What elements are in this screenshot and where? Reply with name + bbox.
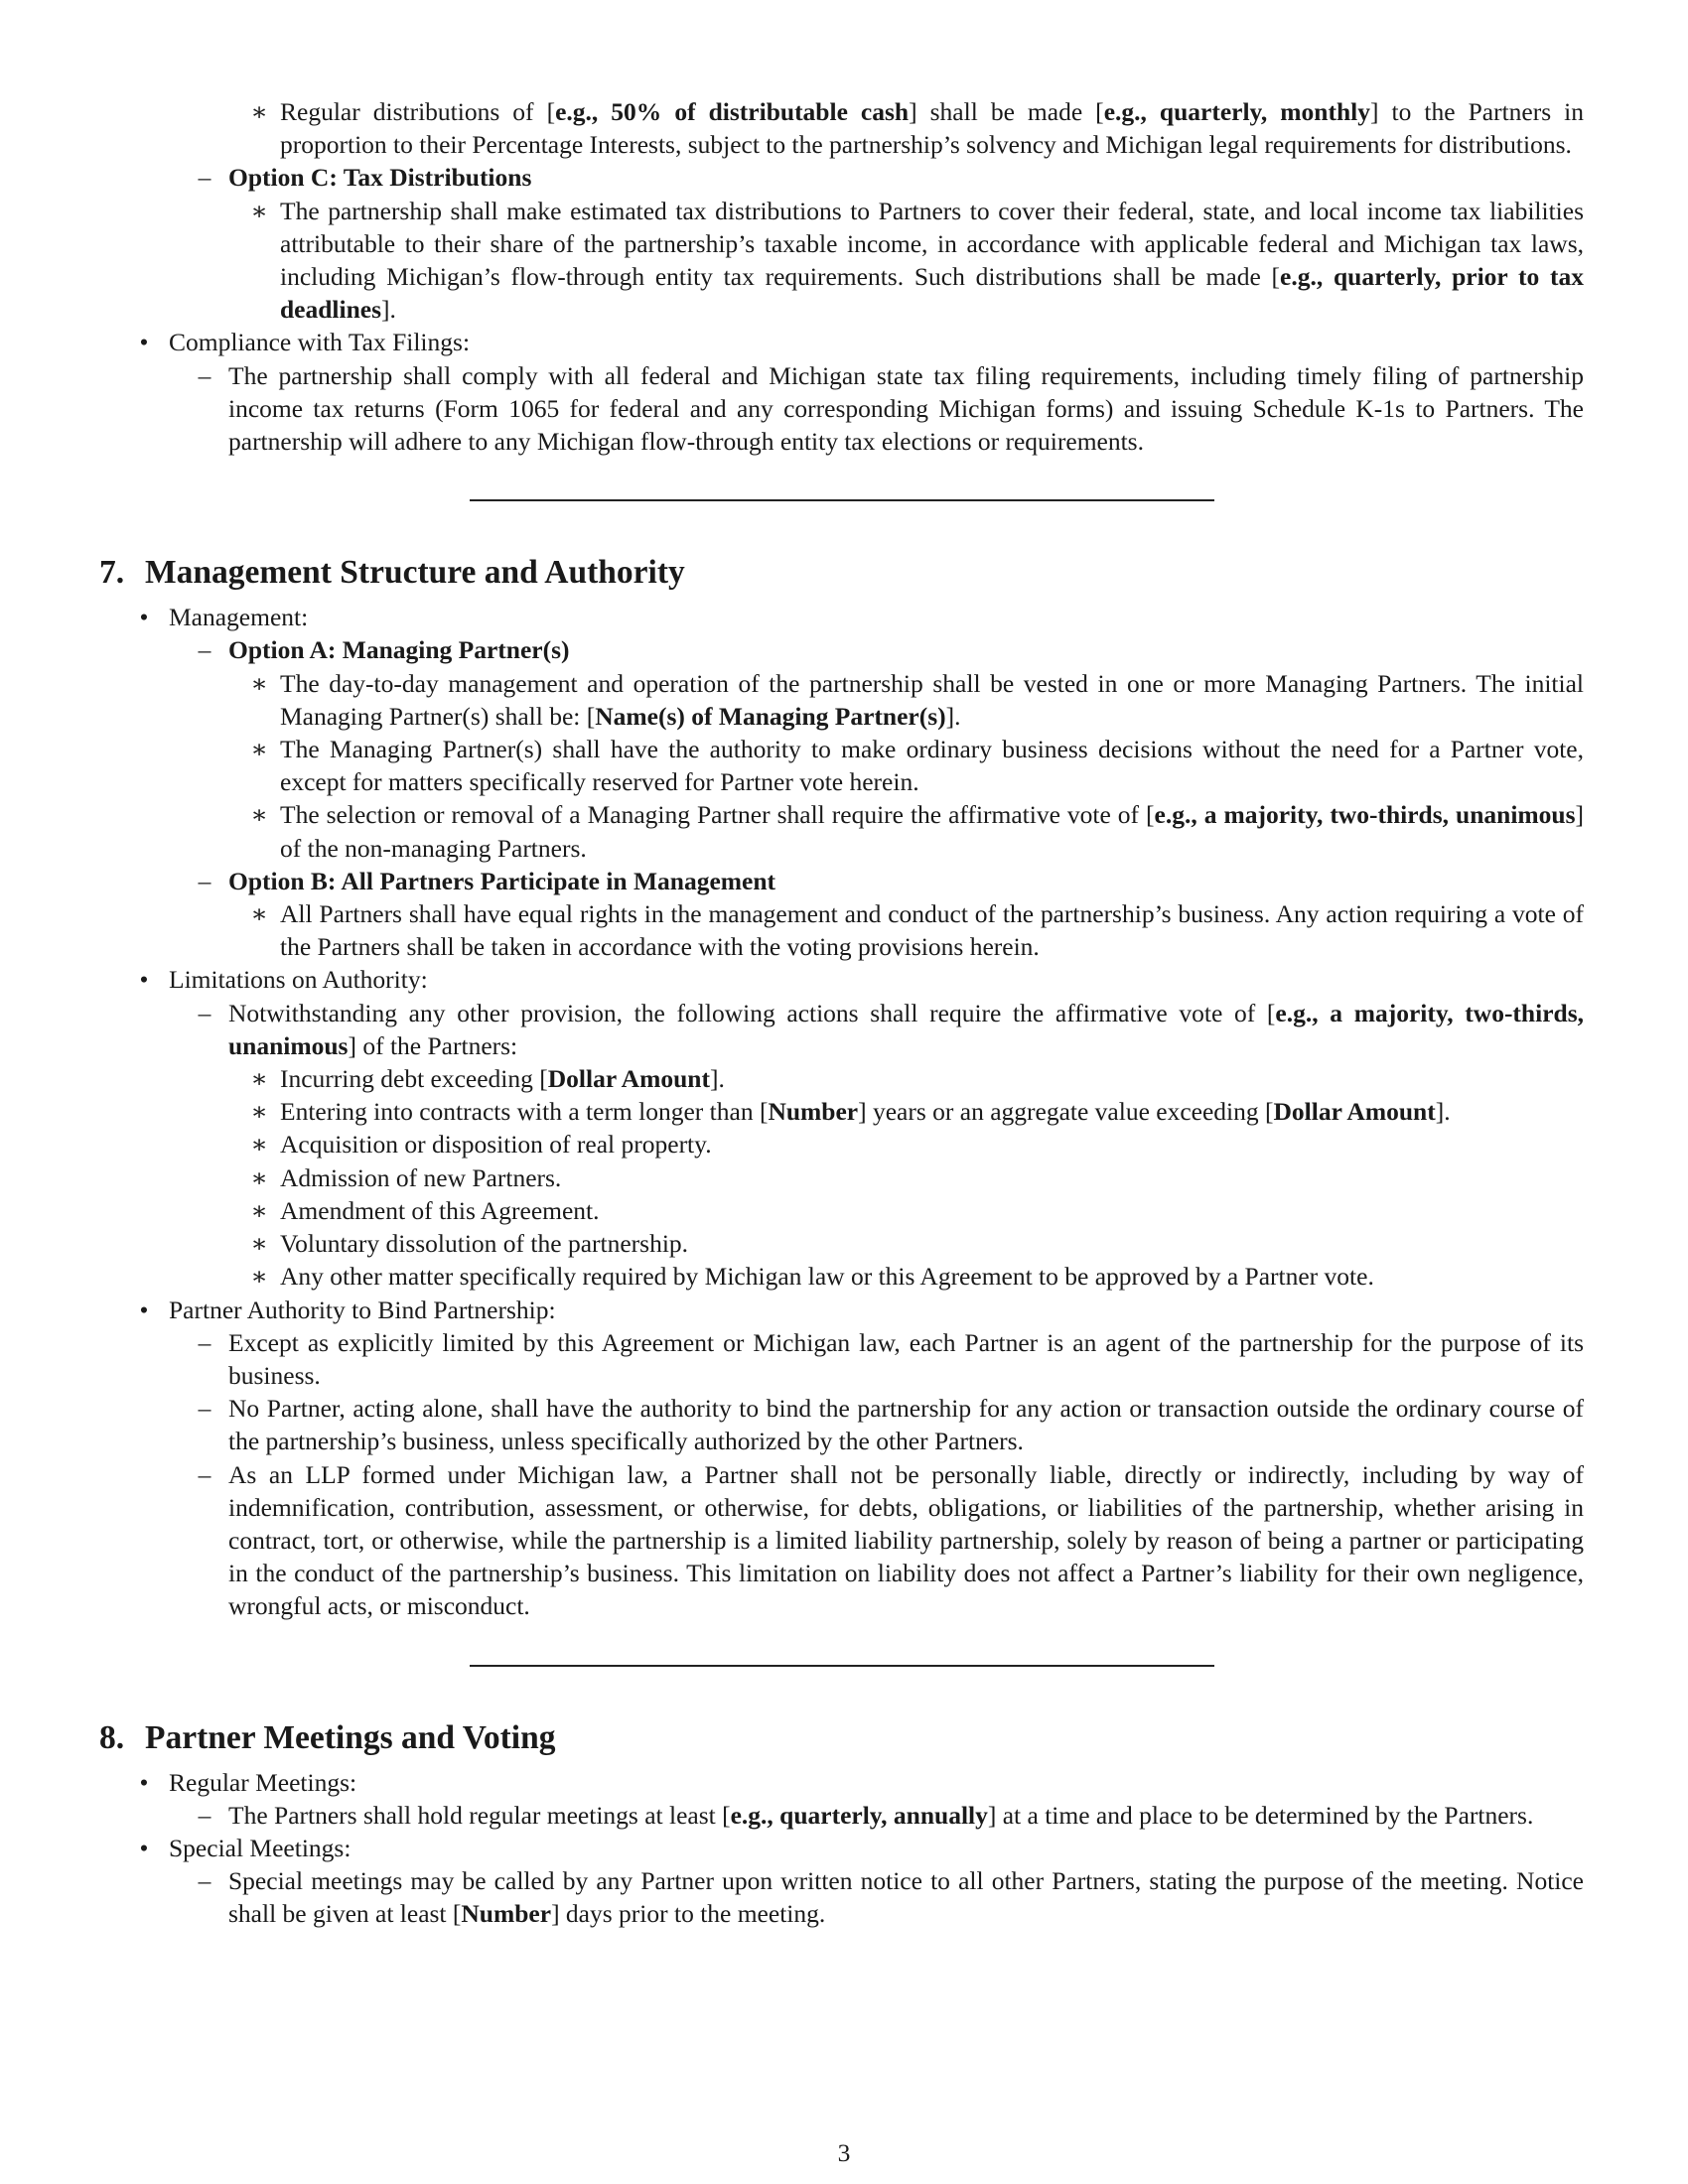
star-marker: ∗ [250,1064,268,1094]
limit-item-contracts: ∗ Entering into contracts with a term longer than [Number] years or an aggregate value exceeding [Dollar Amount]. [99,1095,1584,1128]
star-marker: ∗ [250,1229,268,1259]
bind-item-llp-liability: – As an LLP formed under Michigan law, a Partner shall not be personally liable, directly or indirectly, including by way of indemnification, contribution, assessment, or otherwise, for debts, obligations, or liabilities of the partnership, whether arising in contract, tort, or otherwise, while the partnership is a limited liability partnership, solely by reason of being a partner or participating in the conduct of the partnership’s business. This limitation on liability does not affect a Partner’s liability for their own negligence, wrongful acts, or misconduct. [99,1458,1584,1623]
star-marker: ∗ [250,97,268,126]
dash-marker: – [198,360,211,390]
limit-item-amendment: ∗ Amendment of this Agreement. [99,1194,1584,1227]
section-7-title: Management Structure and Authority [145,554,685,592]
star-marker: ∗ [250,1130,268,1160]
bullet-marker: • [139,603,149,632]
dash-marker: – [198,998,211,1027]
page-number: 3 [837,2138,851,2167]
limit-item-dissolution: ∗ Voluntary dissolution of the partnership. [99,1227,1584,1260]
star-marker: ∗ [250,668,268,698]
option-a-item-3: ∗ The selection or removal of a Managing Partner shall require the affirmative vote of [e.g., a majority, two-thirds, unanimous] of the non-managing Partners. [99,798,1584,864]
page-content [99,95,1584,1931]
regular-distribution-text: Regular distributions of [e.g., 50% of distributable cash] shall be made [e.g., quarterly, monthly] to the Partners in proportion to their Percentage Interests, subject to the partnership’s solvency and Michigan legal requirements for distributions. [280,97,1585,160]
special-meetings-item: – Special meetings may be called by any Partner upon written notice to all other Partners, stating the purpose of the meeting. Notice shall be given at least [Number] days prior to the meeting. [99,1864,1584,1930]
star-marker: ∗ [250,800,268,830]
star-marker: ∗ [250,899,268,929]
option-c-heading: – Option C: Tax Distributions [99,161,1584,194]
star-marker: ∗ [250,1195,268,1225]
option-a-item-2: ∗ The Managing Partner(s) shall have the authority to make ordinary business decisions without the need for a Partner vote, except for matters specifically reserved for Partner vote herein. [99,733,1584,798]
dash-marker: – [198,866,211,895]
bullet-marker: • [139,965,149,995]
section-8-title: Partner Meetings and Voting [145,1718,556,1756]
limit-item-new-partners: ∗ Admission of new Partners. [99,1161,1584,1194]
section-8-number: 8. [99,1718,125,1756]
regular-meetings-bullet: • Regular Meetings: [99,1766,1584,1799]
management-bullet: • Management: [99,601,1584,633]
limit-item-real-property: ∗ Acquisition or disposition of real property. [99,1128,1584,1160]
dash-marker: – [198,1394,211,1424]
limitations-bullet: • Limitations on Authority: [99,963,1584,996]
option-a-heading: – Option A: Managing Partner(s) [99,633,1584,666]
section-7-number: 7. [99,554,125,592]
limit-item-other: ∗ Any other matter specifically required by Michigan law or this Agreement to be approved by a Partner vote. [99,1260,1584,1293]
option-c-item [99,195,1584,327]
limitations-intro: – Notwithstanding any other provision, the following actions shall require the affirmative vote of [e.g., a majority, two-thirds, unanimous] of the Partners: [99,997,1584,1062]
dash-marker: – [198,1866,211,1896]
bullet-marker: • [139,1833,149,1862]
option-b-heading: – Option B: All Partners Participate in Management [99,865,1584,897]
bullet-marker: • [139,1295,149,1324]
bind-item-acting-alone: – No Partner, acting alone, shall have the authority to bind the partnership for any action or transaction outside the ordinary course of the partnership’s business, unless specifically authorized by the other Partners. [99,1392,1584,1457]
star-marker: ∗ [250,735,268,764]
section-8-heading [99,1718,1584,1758]
star-marker: ∗ [250,1097,268,1127]
bullet-marker: • [139,1767,149,1797]
special-meetings-bullet: • Special Meetings: [99,1832,1584,1864]
section-7-heading [99,553,1584,593]
section-divider [470,499,1214,501]
compliance-item: – The partnership shall comply with all federal and Michigan state tax filing requirements, including timely filing of partnership income tax returns (Form 1065 for federal and any corresponding Michigan forms) and issuing Schedule K-1s to Partners. The partnership will adhere to any Michigan flow-through entity tax elections or requirements. [99,359,1584,459]
limit-item-debt: ∗ Incurring debt exceeding [Dollar Amount]. [99,1062,1584,1095]
section-divider [470,1665,1214,1667]
star-marker: ∗ [250,196,268,225]
bind-bullet: • Partner Authority to Bind Partnership: [99,1294,1584,1326]
star-marker: ∗ [250,1162,268,1192]
compliance-bullet: • Compliance with Tax Filings: [99,326,1584,358]
option-c-text: The partnership shall make estimated tax distributions to Partners to cover their federal, state, and local income tax liabilities attributable to their share of the partnership’s taxable income, in accordance with applicable federal and Michigan tax laws, including Michigan’s flow-through entity tax requirements. Such distributions shall be made [e.g., quarterly, prior to tax deadlines]. [280,196,1585,325]
dash-marker: – [198,1800,211,1830]
regular-distribution-item [99,95,1584,161]
bullet-marker: • [139,328,149,357]
option-a-item-1: ∗ The day-to-day management and operation of the partnership shall be vested in one or more Managing Partners. The initial Managing Partner(s) shall be: [Name(s) of Managing Partner(s)]. [99,667,1584,733]
regular-meetings-item: – The Partners shall hold regular meetings at least [e.g., quarterly, annually] at a time and place to be determined by the Partners. [99,1799,1584,1832]
bind-item-agent: – Except as explicitly limited by this Agreement or Michigan law, each Partner is an agent of the partnership for the purpose of its business. [99,1326,1584,1392]
star-marker: ∗ [250,1262,268,1292]
option-b-item-1: ∗ All Partners shall have equal rights in the management and conduct of the partnership’s business. Any action requiring a vote of the Partners shall be taken in accordance with the voting provisions herein. [99,897,1584,963]
dash-marker: – [198,163,211,193]
dash-marker: – [198,635,211,665]
dash-marker: – [198,1459,211,1489]
dash-marker: – [198,1327,211,1357]
